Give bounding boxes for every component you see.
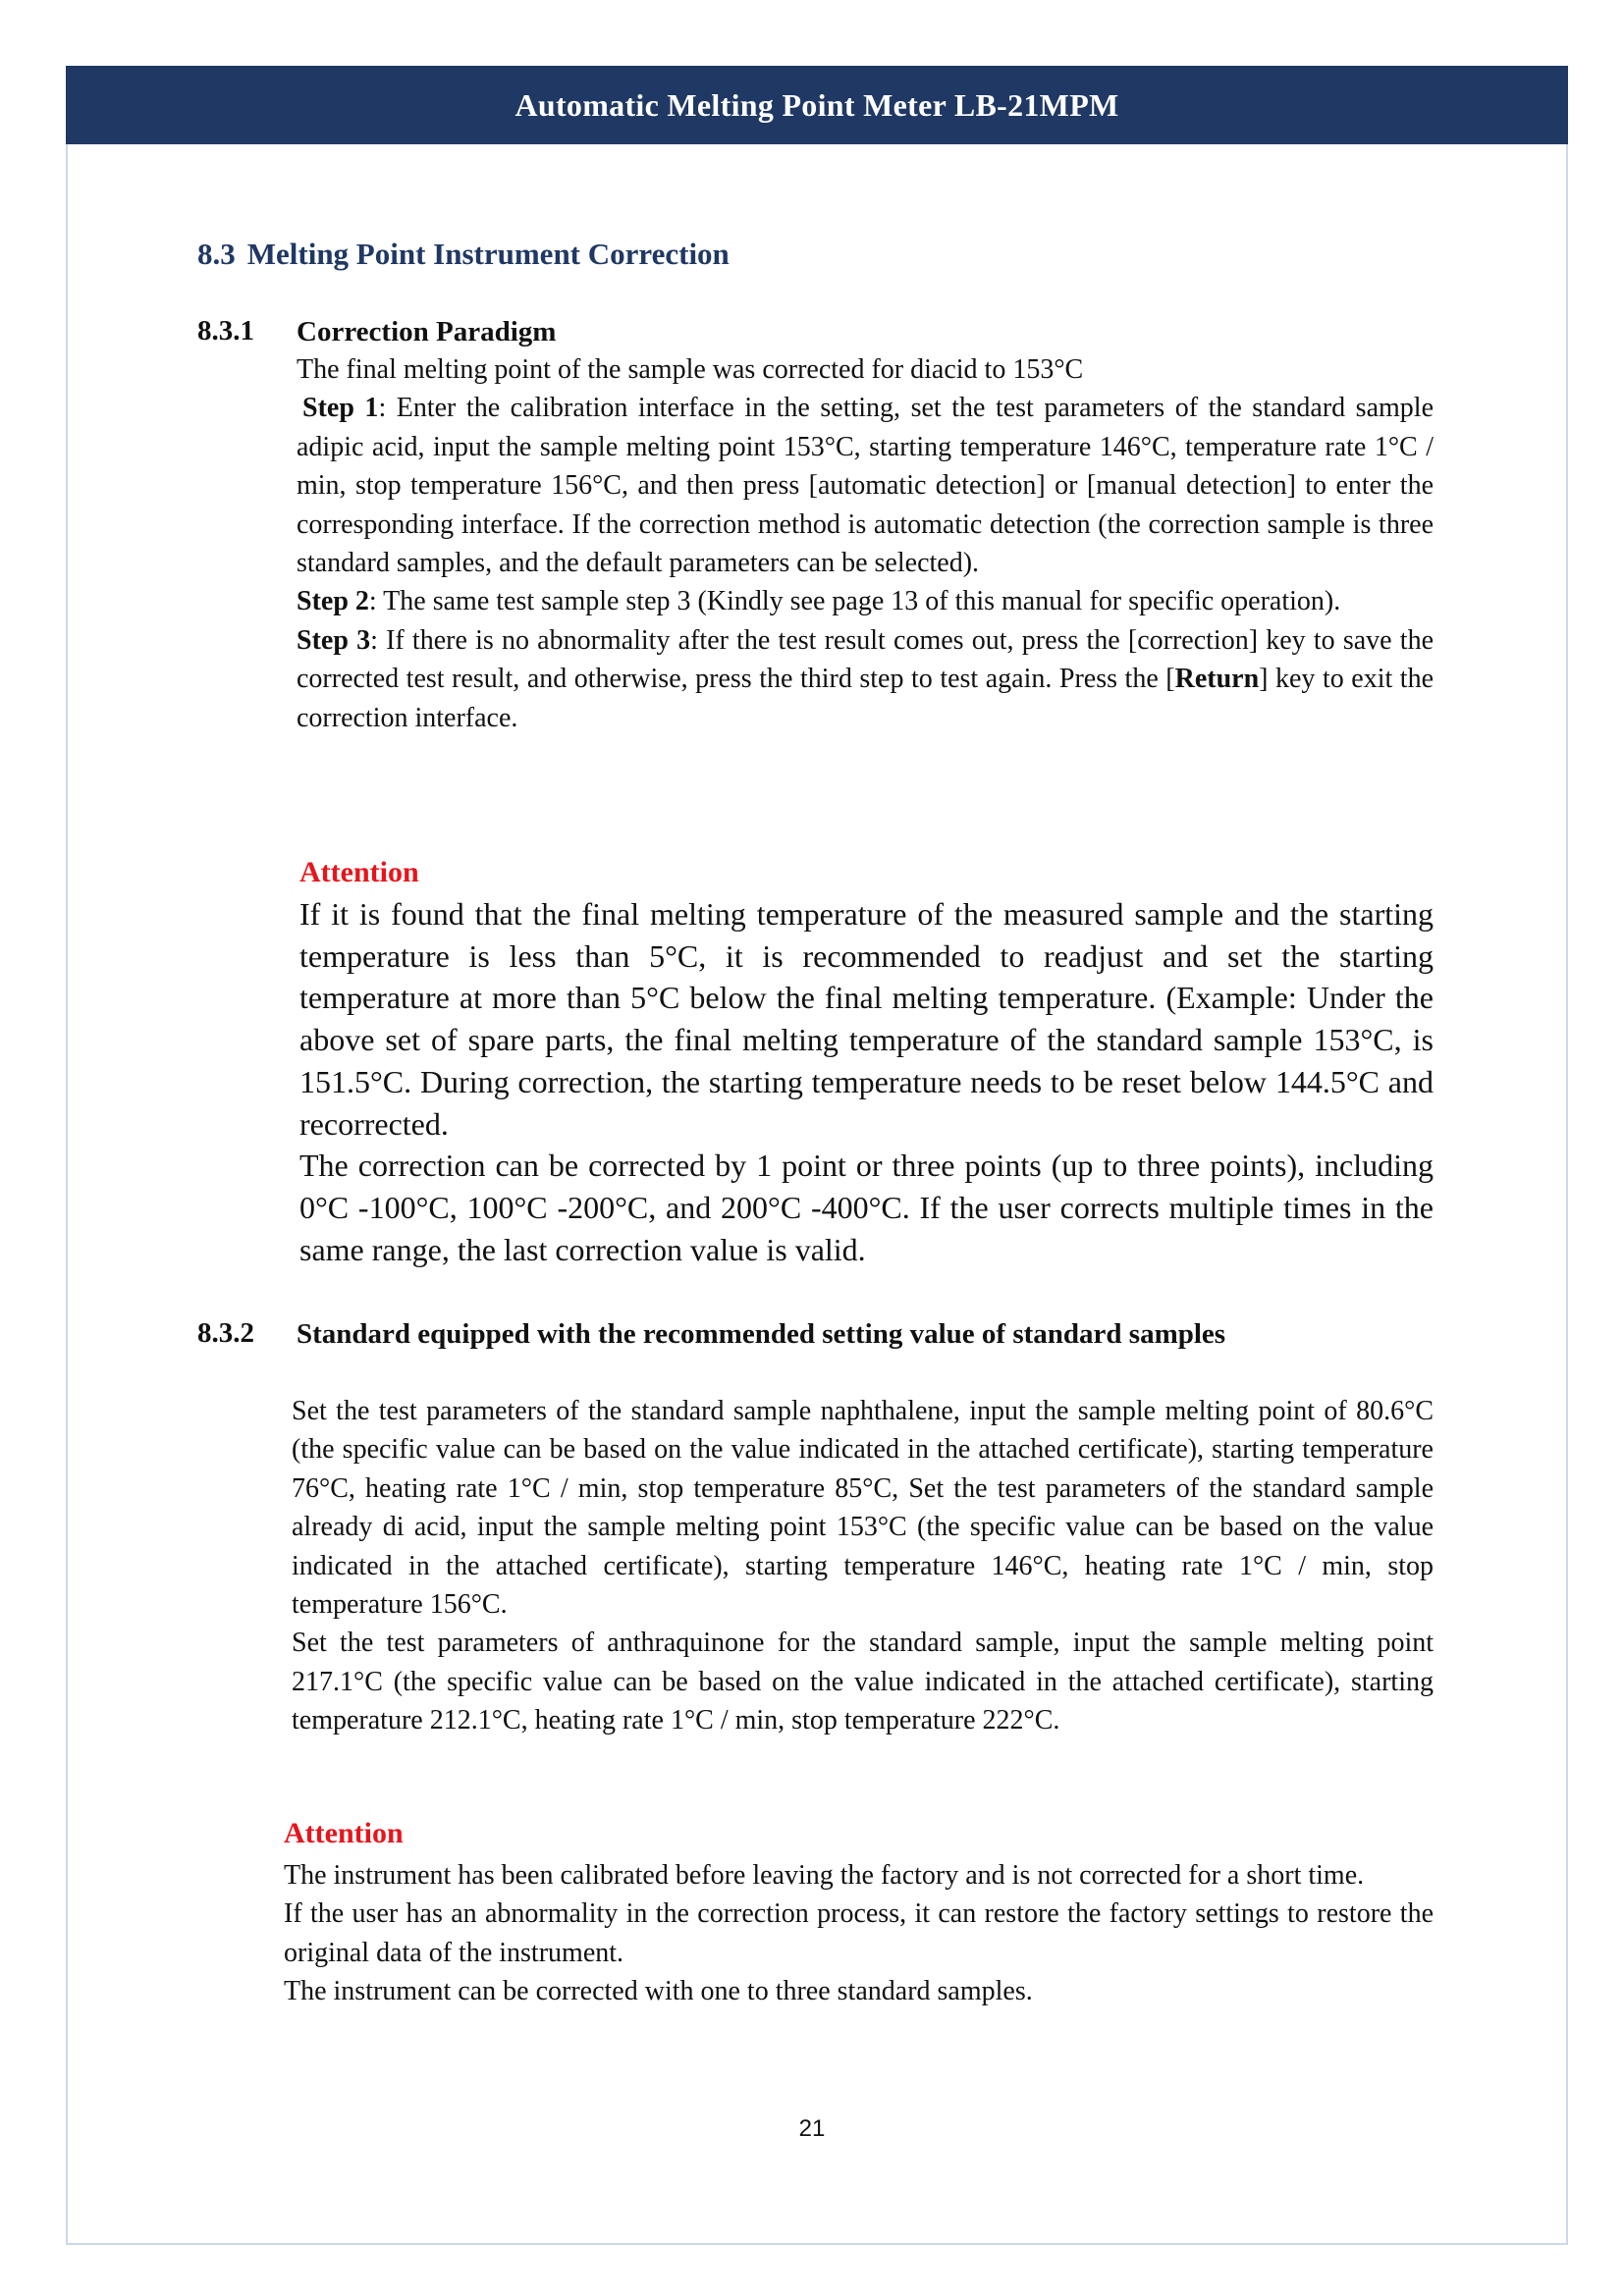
restore-settings-note: If the user has an abnormality in the correction process, it can restore the factory settings to restore the original data of the instrument.: [284, 1898, 1434, 1968]
section-heading: [197, 237, 730, 272]
subsection-title-2: Standard equipped with the recommended setting value of standard samples: [297, 1318, 1226, 1350]
attention-paragraph-2: The correction can be corrected by 1 point or three points (up to three points), including 0°C -100°C, 100°C -200°C, and 200°C -400°C. If the user corrects multiple times in the same range, the last correction value is valid.: [299, 1148, 1434, 1267]
intro-paragraph: The final melting point of the sample was corrected for diacid to 153°C: [297, 354, 1084, 385]
subsection-number-1: 8.3.1: [197, 315, 254, 347]
section-title: Melting Point Instrument Correction: [246, 237, 730, 271]
anthraquinone-paragraph: Set the test parameters of anthraquinone for the standard sample, input the sample melting point 217.1°C (the specific value can be based on the value indicated in the attached certificate), starting temperature 212.1°C, heating rate 1°C / min, stop temperature 222°C.: [292, 1628, 1434, 1736]
attention-notes-1: [299, 893, 1434, 1270]
step-2-paragraph: [297, 582, 1434, 620]
header-title: Automatic Melting Point Meter LB-21MPM: [514, 86, 1119, 123]
sample-count-note: The instrument can be corrected with one to three standard samples.: [284, 1976, 1033, 2007]
header-banner: [66, 66, 1568, 144]
return-key-label: Return: [1174, 664, 1260, 695]
step-3-label: Step 3: [297, 624, 371, 656]
step-3-text-a: : If there is no abnormality after the test result comes out, press the [correction] key to save the corrected test result, and otherwise, press the third step to test again. Press the [: [297, 624, 1434, 695]
step-1-paragraph: [297, 389, 1434, 582]
step-2-label: Step 2: [297, 586, 369, 617]
section-number: 8.3: [197, 237, 236, 271]
subsection-title-1: Correction Paradigm: [297, 316, 557, 347]
attention-notes-2: [284, 1856, 1434, 2011]
correction-steps: [297, 350, 1434, 737]
attention-label-1: Attention: [299, 856, 419, 888]
step-3-text-b: ] key to exit the correction interface.: [297, 664, 1434, 733]
standard-samples-text: [292, 1392, 1434, 1740]
step-2-text: : The same test sample step 3 (Kindly see page 13 of this manual for specific operation).: [368, 586, 1341, 617]
step-1-label: Step 1: [302, 393, 379, 424]
attention-paragraph-1: If it is found that the final melting temperature of the measured sample and the starting temperature is less than 5°C, it is recommended to readjust and set the starting temperature at more than 5°C below the final melting temperature. (Example: Under the above set of spare parts, the final melting temperature of the standard sample 153°C, is 151.5°C. During correction, the starting temperature needs to be reset below 144.5°C and recorrected.: [299, 896, 1434, 1142]
naphthalene-paragraph: Set the test parameters of the standard sample naphthalene, input the sample melting point of 80.6°C (the specific value can be based on the value indicated in the attached certificate), starting temperature 76°C, heating rate 1°C / min, stop temperature 85°C, Set the test parameters of the standard sample already di acid, input the sample melting point 153°C (the specific value can be based on the value indicated in the attached certificate), starting temperature 146°C, heating rate 1°C / min, stop temperature 156°C.: [292, 1396, 1434, 1621]
subsection-number-2: 8.3.2: [197, 1317, 254, 1349]
step-3-paragraph: [297, 621, 1434, 737]
factory-calibration-note: The instrument has been calibrated before leaving the factory and is not corrected for a short time.: [284, 1860, 1365, 1891]
step-1-text: : Enter the calibration interface in the setting, set the test parameters of the standard sample adipic acid, input the sample melting point 153°C, starting temperature 146°C, temperature rate 1°C / min, stop temperature 156°C, and then press [automatic detection] or [manual detection] to enter the corresponding interface. If the correction method is automatic detection (the correction sample is three standard samples, and the default parameters can be selected).: [297, 393, 1434, 579]
attention-label-2: Attention: [284, 1817, 404, 1849]
page-number: 21: [798, 2115, 826, 2142]
